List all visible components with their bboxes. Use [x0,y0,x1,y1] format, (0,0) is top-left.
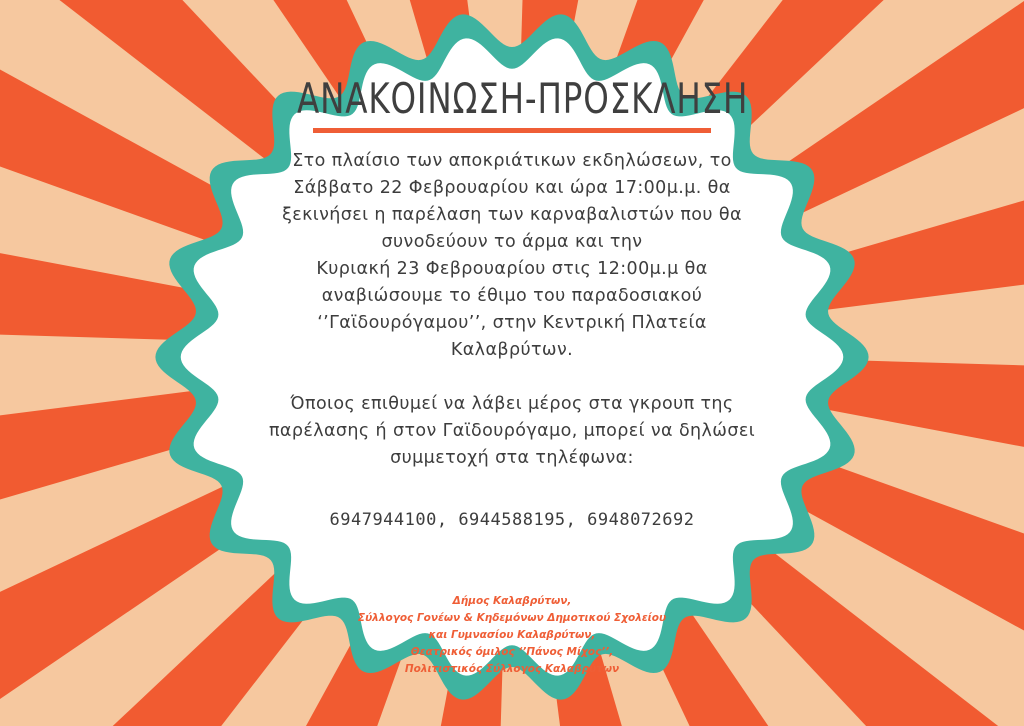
phone-numbers: 6947944100, 6944588195, 6948072692 [329,510,695,530]
announcement-body [230,148,794,472]
body-line: ‘’Γαϊδουρόγαμου’’, στην Κεντρική Πλατεία [317,313,707,333]
body-line: Κυριακή 23 Φεβρουαρίου στις 12:00μ.μ θα [316,259,708,279]
body-line: Στο πλαίσιο των αποκριάτικων εκδηλώσεων, το [292,151,732,171]
body-line: αναβιώσουμε το έθιμο του παραδοσιακού [321,286,703,306]
paragraph-event-details [230,148,794,364]
body-line: παρέλασης ή στον Γαϊδουρόγαμο, μπορεί να δηλώσει [268,421,756,441]
organizer-line: Θεατρικός όμιλος ‘’Πάνος Μίχος’’, [410,646,614,658]
organizer-line: Πολιτιστικός Σύλλογος Καλαβρύτων [404,663,620,675]
organizer-line: Δήμος Καλαβρύτων, [452,595,572,607]
body-line: συμμετοχή στα τηλέφωνα: [390,448,634,468]
title-underline [313,128,711,133]
body-line: Σάββατο 22 Φεβρουαρίου και ώρα 17:00μ.μ. θα [293,178,731,198]
paragraph-participation [230,391,794,472]
organizer-line: Σύλλογος Γονέων & Κηδεμόνων Δημοτικού Σχολείου [357,612,667,624]
body-line: συνοδεύουν το άρμα και την [381,232,643,252]
organizer-line: και Γυμνασίου Καλαβρύτων, [428,629,596,641]
body-line: Όποιος επιθυμεί να λάβει μέρος στα γκρουπ της [290,394,734,414]
body-line: Καλαβρύτων. [450,340,574,360]
body-line: ξεκινήσει η παρέλαση των καρναβαλιστών που θα [282,205,742,225]
organizers-footer [262,593,762,678]
page-title: ΑΝΑΚΟΙΝΩΣΗ-ΠΡΟΣΚΛΗΣΗ [297,74,749,123]
